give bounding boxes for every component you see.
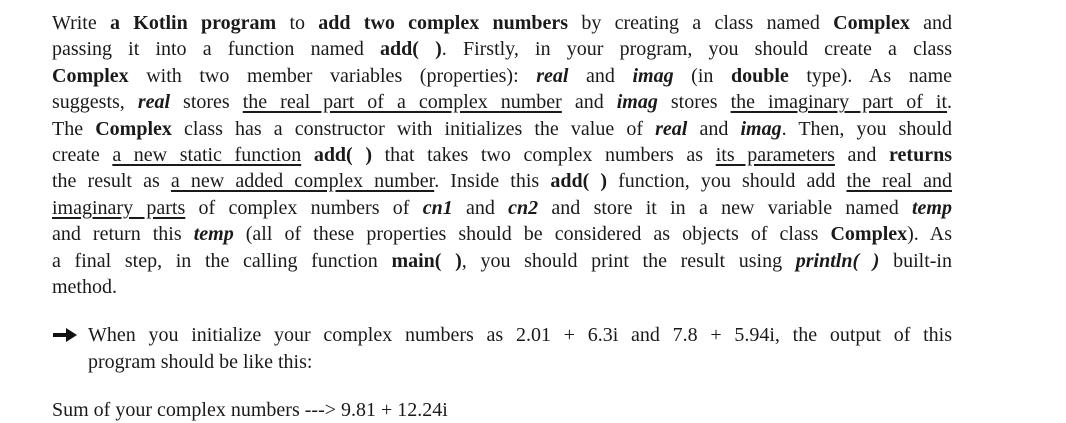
assignment-document: [52, 10, 952, 423]
text-run: class has a constructor with initializes the value of: [171, 117, 656, 140]
text-run: add( ): [313, 143, 372, 166]
text-run: imag: [616, 91, 658, 114]
text-run: passing it into a function named: [52, 38, 381, 61]
paragraph-line: [52, 116, 952, 142]
text-run: method.: [52, 275, 117, 298]
text-run: Complex: [52, 64, 129, 87]
expected-output-line: Sum of your complex numbers ---> 9.81 + 12.24i: [52, 399, 448, 422]
text-run: stores: [170, 91, 243, 114]
text-run: , you should print the result using: [461, 249, 796, 272]
text-run: a new added complex number: [170, 170, 435, 193]
text-run: of complex numbers of: [185, 196, 423, 219]
text-run: (all of these properties should be considered as objects of class: [233, 223, 831, 246]
paragraph-line: [52, 63, 952, 89]
text-run: stores: [657, 91, 731, 114]
text-run: . Inside this: [434, 170, 551, 193]
text-run: and: [909, 12, 952, 34]
text-run: . Then, you should: [781, 117, 952, 140]
text-run: Complex: [830, 223, 908, 246]
text-run: the result as: [52, 170, 171, 193]
bullet-text-line-1: When you initialize your complex numbers as 2.01 + 6.3i and 7.8 + 5.94i, the output of this: [88, 324, 952, 347]
text-run: .: [947, 91, 953, 114]
text-run: and: [687, 117, 741, 140]
text-run: the imaginary part of it: [730, 91, 948, 114]
instructions-paragraph: [52, 10, 952, 300]
text-run: cn2: [508, 196, 539, 219]
text-run: to: [276, 12, 319, 34]
text-run: and: [568, 64, 633, 87]
text-run: built-in: [879, 249, 952, 272]
text-run: println( ): [795, 249, 880, 272]
text-run: real: [137, 91, 171, 114]
text-run: that takes two complex numbers as: [371, 143, 716, 166]
text-run: type). As name: [788, 64, 953, 87]
text-run: a Kotlin program: [110, 12, 277, 34]
paragraph-line: [52, 142, 952, 168]
text-run: suggests,: [52, 91, 138, 114]
text-run: real: [655, 117, 688, 140]
text-run: . Firstly, in your program, you should create a class: [441, 38, 952, 61]
text-run: imaginary parts: [52, 196, 186, 219]
text-run: by creating a class named: [568, 12, 834, 34]
text-run: and return this: [52, 223, 194, 246]
text-run: double: [730, 64, 789, 87]
text-run: a new static function: [112, 143, 302, 166]
text-run: returns: [889, 143, 952, 166]
text-run: real: [536, 64, 569, 87]
text-run: main( ): [391, 249, 462, 272]
text-run: and: [561, 91, 617, 114]
text-run: [301, 144, 314, 166]
text-run: and store it in a new variable named: [538, 196, 912, 219]
text-run: its parameters: [715, 143, 835, 166]
text-run: the real and: [846, 170, 953, 193]
paragraph-line: [52, 221, 952, 247]
text-run: add( ): [550, 170, 608, 193]
text-run: cn1: [422, 196, 453, 219]
text-run: imag: [632, 64, 674, 87]
paragraph-line: [52, 89, 952, 115]
text-run: and: [452, 196, 509, 219]
text-run: The: [52, 117, 96, 140]
text-run: with two member variables (properties):: [128, 64, 537, 87]
text-run: ). As: [907, 223, 952, 246]
text-run: Write: [52, 12, 110, 34]
text-run: the real part of a complex number: [242, 91, 562, 114]
paragraph-line: [52, 248, 952, 274]
text-run: add( ): [380, 38, 442, 61]
text-run: a final step, in the calling function: [52, 249, 392, 272]
bullet-item: [52, 322, 952, 375]
text-run: Complex: [833, 12, 910, 34]
paragraph-line: [52, 195, 952, 221]
paragraph-line: [52, 36, 952, 62]
paragraph-line: [52, 10, 952, 36]
text-run: (in: [673, 64, 731, 87]
text-run: add two complex numbers: [318, 12, 569, 34]
arrow-right-icon: [53, 328, 77, 342]
text-run: temp: [193, 223, 234, 246]
text-run: Complex: [95, 117, 172, 140]
text-run: imag: [740, 117, 782, 140]
bullet-text-line-2: program should be like this:: [88, 350, 313, 373]
paragraph-line: [52, 168, 952, 194]
text-run: temp: [911, 196, 952, 219]
text-run: and: [834, 143, 890, 166]
text-run: create: [52, 143, 113, 166]
text-run: function, you should add: [607, 170, 847, 193]
paragraph-line: [52, 274, 952, 300]
